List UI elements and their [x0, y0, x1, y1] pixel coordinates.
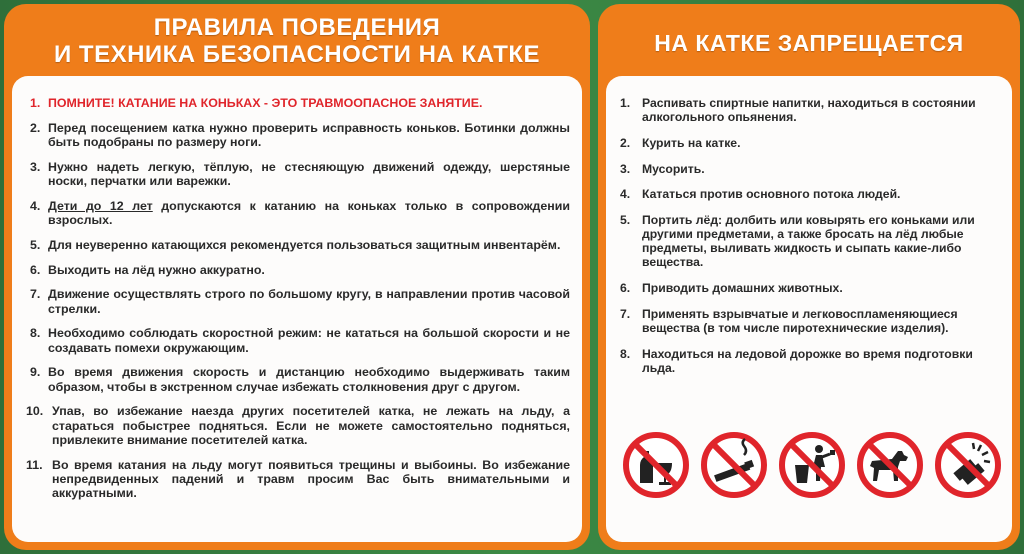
- prohibited-content: [606, 76, 1012, 542]
- rules-content: [12, 76, 582, 542]
- rule-number: 4.: [30, 198, 41, 213]
- prohibited-text: Находиться на ледовой дорожке во время подготовки льда.: [642, 346, 973, 375]
- prohibited-item-6: [620, 281, 1002, 295]
- rules-panel: [4, 4, 590, 550]
- rules-title-line1: ПРАВИЛА ПОВЕДЕНИЯ: [153, 14, 441, 41]
- rule-item-7: [30, 287, 570, 315]
- prohibited-item-8: [620, 347, 1002, 375]
- prohibited-text: Применять взрывчатые и легковоспламеняющиеся вещества (в том числе пиротехнические изделия).: [642, 306, 958, 335]
- rule-number: 9.: [30, 365, 41, 380]
- prohibited-panel: [598, 4, 1020, 550]
- prohibited-number: 3.: [620, 161, 631, 176]
- rule-item-2: [30, 121, 570, 149]
- prohibited-number: 6.: [620, 280, 631, 295]
- rule-text: Перед посещением катка нужно проверить исправность коньков. Ботинки должны быть подобраны по размеру ноги.: [48, 120, 570, 149]
- prohibited-text: Распивать спиртные напитки, находиться в состоянии алкогольного опьянения.: [642, 96, 976, 124]
- rule-number: 2.: [30, 120, 41, 135]
- rules-title: [4, 14, 590, 68]
- rule-text: допускаются к катанию на коньках только в сопровождении взрослых.: [48, 198, 570, 227]
- rule-number: 10.: [26, 404, 44, 419]
- rules-title-line2: И ТЕХНИКА БЕЗОПАСНОСТИ НА КАТКЕ: [53, 41, 541, 68]
- prohibited-text: Портить лёд: долбить или ковырять его коньками или другими предметами, а также бросать на лёд любые предметы, выливать жидкость и сыпать какие-либо вещества.: [642, 213, 975, 270]
- rules-list: [26, 96, 570, 511]
- prohibited-number: 2.: [620, 135, 631, 150]
- prohibited-text: Курить на катке.: [642, 135, 741, 150]
- rule-highlight: Дети до 12 лет: [48, 198, 153, 213]
- rule-item-11: [26, 457, 570, 501]
- rule-text: Во время катания на льду могут появиться трещины и выбоины. Во избежание непредвиденных падений и травм просим Вас быть внимательными и аккуратными.: [52, 457, 570, 500]
- rule-text: Необходимо соблюдать скоростной режим: не кататься на большой скорости и не создавать помехи окружающим.: [48, 326, 570, 355]
- rule-text: Упав, во избежание наезда других посетителей катка, не лежать на льду, а стараться побыстрее подняться. Если не можете самостоятельно подняться, привлеките внимание посетителей катка.: [52, 404, 570, 447]
- prohibited-text: Мусорить.: [642, 161, 705, 176]
- prohibited-item-4: [620, 187, 1002, 201]
- prohibited-text: Кататься против основного потока людей.: [642, 187, 901, 202]
- rule-number: 3.: [30, 159, 41, 174]
- rule-item-5: [30, 238, 570, 252]
- rule-text: Для неуверенно катающихся рекомендуется пользоваться защитным инвентарём.: [48, 237, 561, 252]
- prohibited-number: 4.: [620, 187, 631, 202]
- prohibited-number: 5.: [620, 213, 631, 228]
- rule-number: 1.: [30, 96, 41, 110]
- rule-item-4: [30, 199, 570, 227]
- prohibited-number: 8.: [620, 346, 631, 361]
- rule-text: Выходить на лёд нужно аккуратно.: [48, 262, 265, 277]
- rule-text: Во время движения скорость и дистанцию необходимо выдерживать таким образом, чтобы в экстренном случае избежать столкновения друг с другом.: [48, 365, 570, 394]
- prohibited-text: Приводить домашних животных.: [642, 280, 843, 295]
- prohibition-signs: [622, 431, 1002, 507]
- prohibited-item-5: [620, 213, 1002, 269]
- rule-item-6: [30, 263, 570, 277]
- no-littering-icon: [778, 431, 846, 499]
- no-alcohol-icon: [622, 431, 690, 499]
- no-dogs-icon: [856, 431, 924, 499]
- rule-number: 8.: [30, 326, 41, 341]
- prohibited-item-7: [620, 307, 1002, 335]
- no-smoking-icon: [700, 431, 768, 499]
- prohibited-number: 1.: [620, 96, 631, 110]
- prohibited-list: [620, 96, 1002, 386]
- prohibited-item-1: [620, 96, 1002, 124]
- prohibited-number: 7.: [620, 306, 631, 321]
- rule-item-9: [30, 365, 570, 393]
- no-fireworks-icon: [934, 431, 1002, 499]
- rule-item-10: [26, 404, 570, 447]
- rule-number: 11.: [26, 457, 43, 472]
- rule-item-8: [30, 326, 570, 354]
- rule-number: 6.: [30, 262, 41, 277]
- rule-item-3: [30, 160, 570, 188]
- prohibited-item-3: [620, 162, 1002, 176]
- rule-number: 5.: [30, 237, 41, 252]
- prohibited-item-2: [620, 136, 1002, 150]
- prohibited-title: НА КАТКЕ ЗАПРЕЩАЕТСЯ: [654, 30, 964, 56]
- rule-text: ПОМНИТЕ! КАТАНИЕ НА КОНЬКАХ - ЭТО ТРАВМООПАСНОЕ ЗАНЯТИЕ.: [48, 96, 483, 110]
- rule-text: Движение осуществлять строго по большому кругу, в направлении против часовой стрелки.: [48, 287, 570, 316]
- rule-text: Нужно надеть легкую, тёплую, не стесняющую движений одежду, шерстяные носки, перчатки или варежки.: [48, 159, 570, 188]
- rule-item-1: [30, 96, 570, 110]
- rule-number: 7.: [30, 287, 41, 302]
